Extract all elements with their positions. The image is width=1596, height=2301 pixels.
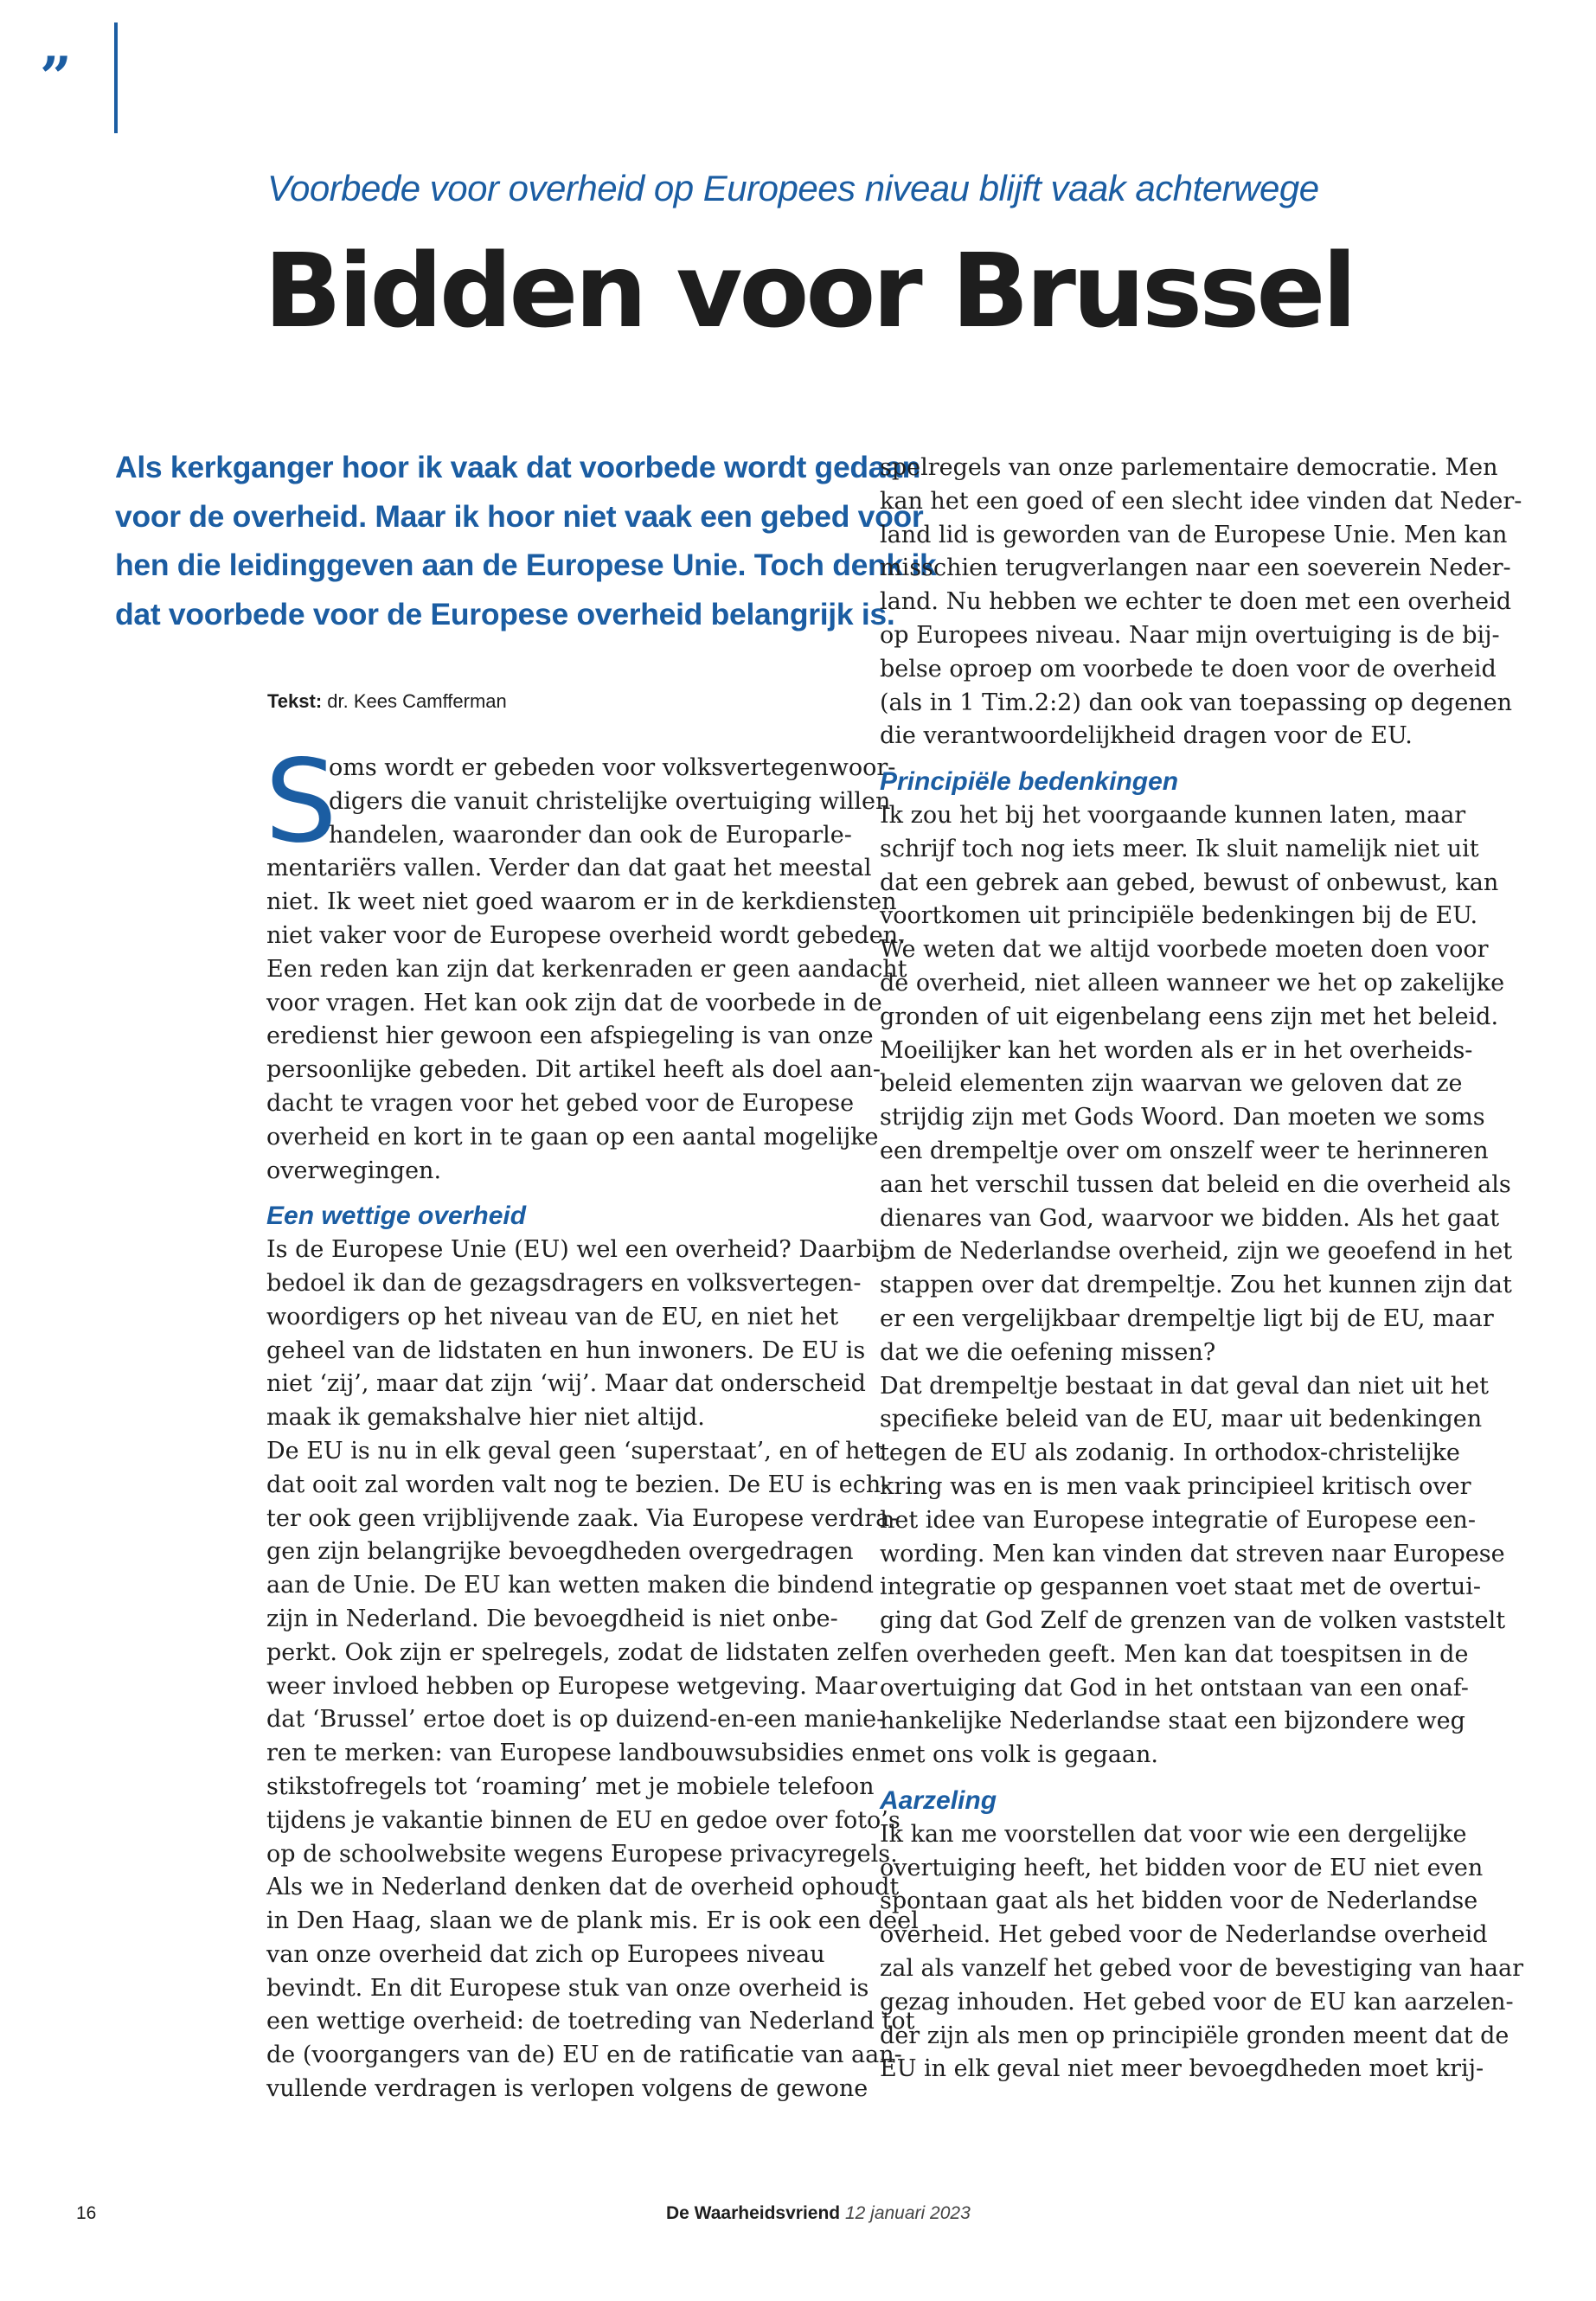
text-line: overwegingen. xyxy=(266,1157,442,1184)
text-line: die verantwoordelijkheid dragen voor de EU. xyxy=(880,722,1413,750)
text-line: ren te merken: van Europese landbouwsubsidies en xyxy=(266,1740,881,1767)
article-kicker: Voorbede voor overheid op Europees niveau blijft vaak achterwege xyxy=(267,168,1319,208)
left-paragraph-2 xyxy=(266,1234,919,2106)
text-line: overheid en kort in te gaan op een aantal mogelijke xyxy=(266,1123,879,1150)
text-line: dat ‘Brussel’ ertoe doet is op duizend-en-een manie- xyxy=(266,1706,885,1734)
spacer xyxy=(880,753,1468,766)
text-line: We weten dat we altijd voorbede moeten doen voor xyxy=(880,936,1489,964)
text-line: dacht te vragen voor het gebed voor de Europese xyxy=(266,1089,855,1117)
text-line: stikstofregels tot ‘roaming’ met je mobiele telefoon xyxy=(266,1772,875,1800)
text-line: geheel van de lidstaten en hun inwoners. De EU is xyxy=(266,1336,866,1364)
section-heading: Aarzeling xyxy=(880,1786,997,1816)
text-line: belse oproep om voorbede te doen voor de overheid xyxy=(880,655,1497,683)
text-line: de overheid, niet alleen wanneer we het op zakelijke xyxy=(880,969,1505,997)
text-line: maak ik gemakshalve hier niet altijd. xyxy=(266,1404,705,1432)
text-line: Een reden kan zijn dat kerkenraden er geen aandacht xyxy=(266,955,907,983)
text-line: op Europees niveau. Naar mijn overtuiging is de bij- xyxy=(880,621,1500,649)
text-line: er een vergelijkbaar drempeltje ligt bij de EU, maar xyxy=(880,1304,1494,1332)
text-line: dat een gebrek aan gebed, bewust of onbewust, kan xyxy=(880,868,1499,896)
text-line: een wettige overheid: de toetreding van Nederland tot xyxy=(266,2008,915,2035)
text-line: misschien terugverlangen naar een soeverein Neder- xyxy=(880,554,1511,582)
text-line: specifieke beleid van de EU, maar uit bedenkingen xyxy=(880,1406,1483,1433)
text-line: kring was en is men vaak principieel kritisch over xyxy=(880,1472,1471,1500)
text-line: handelen, waaronder dan ook de Europarle- xyxy=(329,821,852,849)
text-line: van onze overheid dat zich op Europees niveau xyxy=(266,1940,825,1968)
publication-date: 12 januari 2023 xyxy=(844,2203,971,2223)
text-line: stappen over dat drempeltje. Zou het kunnen zijn dat xyxy=(880,1272,1512,1299)
right-paragraph-1 xyxy=(880,452,1522,753)
text-line: niet ‘zij’, maar dat zijn ‘wij’. Maar dat onderscheid xyxy=(266,1370,866,1398)
text-line: niet vaker voor de Europese overheid wordt gebeden. xyxy=(266,921,906,949)
text-line: (als in 1 Tim.2:2) dan ook van toepassing op degenen xyxy=(880,689,1513,716)
text-line: spelregels van onze parlementaire democratie. Men xyxy=(880,454,1498,481)
text-line: integratie op gespannen voet staat met de overtui- xyxy=(880,1574,1482,1601)
text-line: dat we die oefening missen? xyxy=(880,1338,1216,1366)
text-line: land lid is geworden van de Europese Unie. Men kan xyxy=(880,521,1508,548)
text-line: mentariërs vallen. Verder dan dat gaat het meestal xyxy=(266,855,872,882)
text-line: en overheden geeft. Men kan dat toespitsen in de xyxy=(880,1640,1469,1668)
publication-name: De Waarheidsvriend xyxy=(666,2203,841,2223)
right-paragraph-3 xyxy=(880,1818,1523,2086)
text-line: voor vragen. Het kan ook zijn dat de voorbede in de xyxy=(266,989,882,1016)
text-line: persoonlijke gebeden. Dit artikel heeft als doel aan- xyxy=(266,1056,881,1084)
text-line: eredienst hier gewoon een afspiegeling is van onze xyxy=(266,1022,874,1050)
text-line: woordigers op het niveau van de EU, en niet het xyxy=(266,1303,839,1330)
text-line: op de schoolwebsite wegens Europese privacyregels. xyxy=(266,1840,898,1868)
text-line: weer invloed hebben op Europese wetgeving. Maar xyxy=(266,1672,878,1700)
text-line: strijdig zijn met Gods Woord. Dan moeten we soms xyxy=(880,1104,1485,1131)
text-line: Ik kan me voorstellen dat voor wie een dergelijke xyxy=(880,1820,1467,1848)
text-line: schrijf toch nog iets meer. Ik sluit namelijk niet uit xyxy=(880,835,1479,862)
byline-author: dr. Kees Camfferman xyxy=(327,690,507,712)
page-number: 16 xyxy=(76,2203,97,2223)
text-line: bevindt. En dit Europese stuk van onze overheid is xyxy=(266,1974,869,2002)
text-line: zal als vanzelf het gebed voor de bevestiging van haar xyxy=(880,1955,1523,1983)
text-line: der zijn als men op principiële gronden meent dat de xyxy=(880,2022,1509,2049)
text-line: Dat drempeltje bestaat in dat geval dan niet uit het xyxy=(880,1372,1489,1400)
right-column xyxy=(880,452,1523,2086)
intro-line: voor de overheid. Maar ik hoor niet vaak een gebed voor xyxy=(115,498,924,534)
text-line: digers die vanuit christelijke overtuiging willen xyxy=(329,787,891,815)
text-line: vullende verdragen is verlopen volgens de gewone xyxy=(266,2075,869,2103)
byline-label: Tekst: xyxy=(267,690,323,712)
text-line: aan de Unie. De EU kan wetten maken die bindend xyxy=(266,1572,875,1599)
text-line: Moeilijker kan het worden als er in het overheids- xyxy=(880,1036,1473,1064)
quote-mark-icon: ” xyxy=(40,45,72,110)
text-line: wording. Men kan vinden dat streven naar Europese xyxy=(880,1540,1505,1567)
article-intro xyxy=(115,443,937,638)
text-line: Is de Europese Unie (EU) wel een overheid? Daarbij xyxy=(266,1236,887,1264)
text-line: gezag inhouden. Het gebed voor de EU kan aarzelen- xyxy=(880,1988,1514,2016)
intro-line: hen die leidinggeven aan de Europese Unie. Toch denk ik xyxy=(115,548,937,582)
section-heading: Principiële bedenkingen xyxy=(880,767,1179,797)
text-line: zijn in Nederland. Die bevoegdheid is niet onbe- xyxy=(266,1605,838,1632)
right-paragraph-2 xyxy=(880,799,1513,1772)
article-title: Bidden voor Brussel xyxy=(264,231,1354,350)
text-line: de (voorgangers van de) EU en de ratificatie van aan- xyxy=(266,2041,902,2069)
text-line: dienares van God, waarvoor we bidden. Als het gaat xyxy=(880,1204,1500,1232)
footer-publication xyxy=(666,2203,971,2224)
text-line: overtuiging dat God in het ontstaan van een onaf- xyxy=(880,1674,1469,1702)
text-line: kan het een goed of een slecht idee vinden dat Neder- xyxy=(880,487,1522,515)
text-line: spontaan gaat als het bidden voor de Nederlandse xyxy=(880,1888,1478,1915)
text-line: aan het verschil tussen dat beleid en die overheid als xyxy=(880,1170,1511,1198)
text-line: met ons volk is gegaan. xyxy=(880,1741,1158,1769)
text-line: tegen de EU als zodanig. In orthodox-christelijke xyxy=(880,1439,1460,1467)
drop-cap: S xyxy=(265,735,337,868)
text-line: Ik zou het bij het voorgaande kunnen laten, maar xyxy=(880,801,1466,829)
text-line: bedoel ik dan de gezagsdragers en volksvertegen- xyxy=(266,1269,862,1297)
text-line: Als we in Nederland denken dat de overheid ophoudt xyxy=(266,1874,900,1901)
section-heading: Een wettige overheid xyxy=(266,1202,527,1231)
byline xyxy=(267,690,507,713)
text-line: land. Nu hebben we echter te doen met een overheid xyxy=(880,588,1512,616)
text-line: niet. Ik weet niet goed waarom er in de kerkdiensten xyxy=(266,888,897,916)
drop-cap-paragraph xyxy=(266,752,896,852)
text-line: om de Nederlandse overheid, zijn we geoefend in het xyxy=(880,1238,1513,1266)
text-line: hankelijke Nederlandse staat een bijzondere weg xyxy=(880,1708,1465,1735)
text-line: ter ook geen vrijblijvende zaak. Via Europese verdra- xyxy=(266,1504,898,1532)
text-line: De EU is nu in elk geval geen ‘superstaat’, en of het xyxy=(266,1437,884,1465)
text-line: gronden of uit eigenbelang eens zijn met het beleid. xyxy=(880,1003,1499,1030)
text-line: in Den Haag, slaan we de plank mis. Er is ook een deel xyxy=(266,1907,919,1935)
spacer xyxy=(266,1188,855,1200)
text-line: een drempeltje over om onszelf weer te herinneren xyxy=(880,1137,1489,1164)
text-line: overtuiging heeft, het bidden voor de EU niet even xyxy=(880,1854,1484,1881)
text-line: dat ooit zal worden valt nog te bezien. De EU is ech- xyxy=(266,1471,889,1498)
text-line: gen zijn belangrijke bevoegdheden overgedragen xyxy=(266,1538,854,1566)
text-line: EU in elk geval niet meer bevoegdheden moet krij- xyxy=(880,2055,1484,2083)
left-paragraph-1 xyxy=(266,852,907,1188)
vertical-rule xyxy=(114,22,118,133)
intro-line: Als kerkganger hoor ik vaak dat voorbede wordt gedaan xyxy=(115,450,921,484)
intro-line: dat voorbede voor de Europese overheid belangrijk is. xyxy=(115,596,895,631)
spacer xyxy=(880,1772,1468,1785)
text-line: overheid. Het gebed voor de Nederlandse overheid xyxy=(880,1921,1488,1949)
text-line: voortkomen uit principiële bedenkingen bij de EU. xyxy=(880,902,1478,930)
text-line: perkt. Ook zijn er spelregels, zodat de lidstaten zelf xyxy=(266,1638,880,1666)
left-column xyxy=(265,735,919,2106)
text-line: het idee van Europese integratie of Europese een- xyxy=(880,1506,1476,1534)
text-line: ging dat God Zelf de grenzen van de volken vaststelt xyxy=(880,1607,1506,1635)
text-line: tijdens je vakantie binnen de EU en gedoe over foto’s xyxy=(266,1806,901,1834)
text-line: oms wordt er gebeden voor volksvertegenwoor- xyxy=(329,754,896,781)
text-line: beleid elementen zijn waarvan we geloven dat ze xyxy=(880,1070,1463,1098)
